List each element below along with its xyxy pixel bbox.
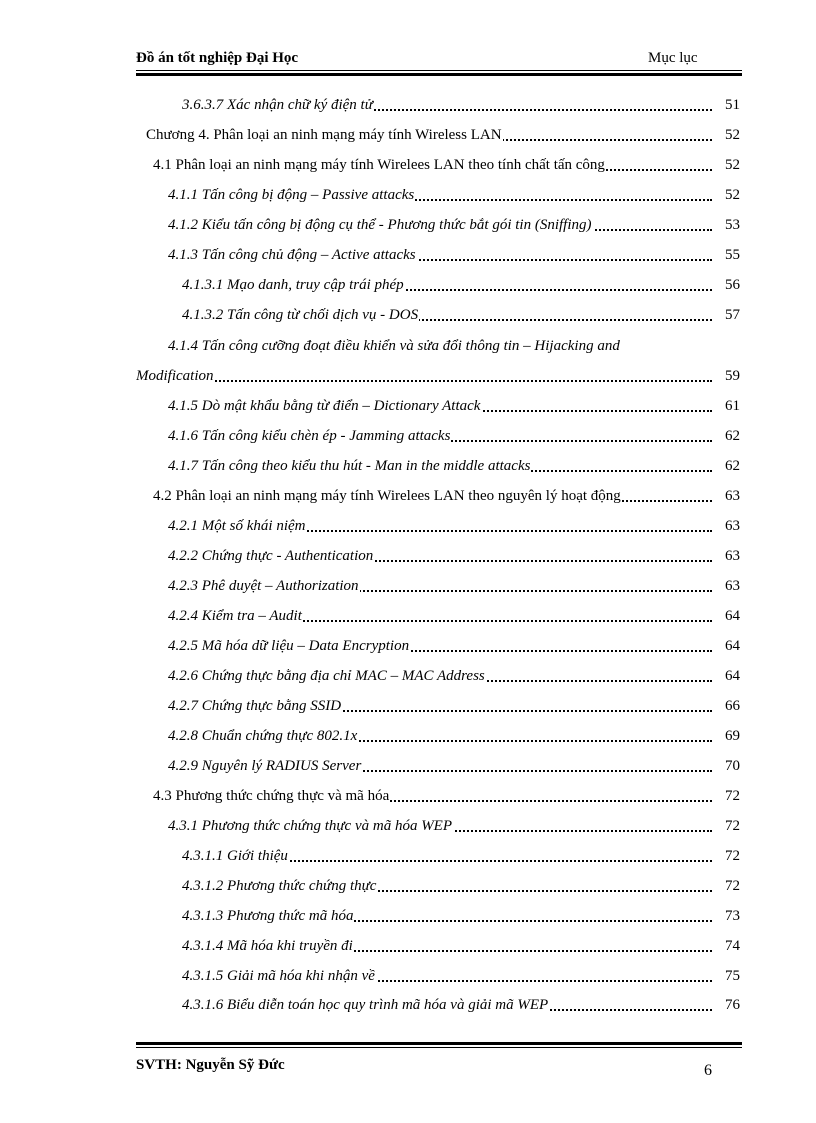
toc-entry-text: 4.2 Phân loại an ninh mạng máy tính Wirelees LAN theo nguyên lý hoạt động <box>153 488 621 504</box>
toc-entry[interactable] <box>0 244 816 270</box>
toc-entry-text: 4.1.3 Tấn công chủ động – Active attacks <box>168 247 416 263</box>
toc-entry[interactable] <box>0 935 816 961</box>
toc-entry-text: Modification <box>136 368 214 384</box>
toc-entry-text: 4.1 Phân loại an ninh mạng máy tính Wirelees LAN theo tính chất tấn công <box>153 157 605 173</box>
toc-entry[interactable] <box>0 965 816 991</box>
toc-entry-page: 72 <box>725 848 740 864</box>
toc-entry[interactable] <box>0 94 816 120</box>
toc-entry-text: 4.2.3 Phê duyệt – Authorization <box>168 578 359 594</box>
toc-entry-page: 70 <box>725 758 740 774</box>
toc-entry[interactable] <box>0 845 816 871</box>
toc-entry-page: 63 <box>725 548 740 564</box>
toc-entry-page: 76 <box>725 997 740 1013</box>
toc-entry-page: 75 <box>725 968 740 984</box>
toc-entry[interactable] <box>0 785 816 811</box>
toc-entry-text: 4.2.7 Chứng thực bằng SSID <box>168 698 342 714</box>
toc-entry-text: 4.1.3.1 Mạo danh, truy cập trái phép <box>182 277 404 293</box>
toc-entry[interactable] <box>0 695 816 721</box>
toc-entry[interactable] <box>0 124 816 150</box>
toc-entry-page: 64 <box>725 608 740 624</box>
toc-entry-page: 62 <box>725 428 740 444</box>
toc-entry[interactable] <box>0 755 816 781</box>
toc-entry-page: 63 <box>725 578 740 594</box>
footer-rule-thin <box>136 1047 742 1048</box>
toc-entry-text: 4.3.1.1 Giới thiệu <box>182 848 288 864</box>
toc-entry[interactable] <box>0 905 816 931</box>
toc-entry-page: 69 <box>725 728 740 744</box>
toc-entry-page: 52 <box>725 127 740 143</box>
toc-entry-text: 4.3.1.6 Biểu diễn toán học quy trình mã hóa và giải mã WEP <box>182 997 549 1013</box>
toc-entry-page: 53 <box>725 217 740 233</box>
section-name: Mục lục <box>648 50 698 66</box>
toc-entry-text: Chương 4. Phân loại an ninh mạng máy tính Wireless LAN <box>146 127 502 143</box>
toc-entry-text: 4.2.1 Một số khái niệm <box>168 518 306 534</box>
toc-entry-text: 4.1.5 Dò mật khẩu bằng từ điển – Dictionary Attack <box>168 398 481 414</box>
toc-entry-page: 64 <box>725 668 740 684</box>
toc-entry[interactable] <box>0 515 816 541</box>
toc-entry-page: 52 <box>725 157 740 173</box>
toc-entry[interactable] <box>0 575 816 601</box>
toc-entry-page: 72 <box>725 818 740 834</box>
toc-entry[interactable] <box>0 154 816 180</box>
toc-entry-text: 4.2.8 Chuẩn chứng thực 802.1x <box>168 728 358 744</box>
toc-entry[interactable] <box>0 395 816 421</box>
toc-entry-page: 63 <box>725 488 740 504</box>
toc-entry-text: 4.3.1.5 Giải mã hóa khi nhận về <box>182 968 375 984</box>
toc-entry[interactable] <box>0 304 816 330</box>
toc-entry[interactable] <box>0 994 816 1020</box>
toc-entry-page: 57 <box>725 307 740 323</box>
toc-entry-text: 4.1.7 Tấn công theo kiểu thu hút - Man in the middle attacks <box>168 458 531 474</box>
toc-entry[interactable] <box>0 815 816 841</box>
page-number: 6 <box>704 1062 712 1079</box>
toc-entry[interactable] <box>0 665 816 691</box>
toc-entry-page: 55 <box>725 247 740 263</box>
toc-entry-text: 4.2.5 Mã hóa dữ liệu – Data Encryption <box>168 638 410 654</box>
toc-entry-text: 4.3.1.2 Phương thức chứng thực <box>182 878 377 894</box>
toc-entry-text: 4.1.2 Kiểu tấn công bị động cụ thể - Phương thức bắt gói tin (Sniffing) <box>168 217 592 233</box>
document-title: Đồ án tốt nghiệp Đại Học <box>136 50 299 66</box>
toc-entry-page: 64 <box>725 638 740 654</box>
toc-entry-page: 61 <box>725 398 740 414</box>
toc-entry-text: 4.1.6 Tấn công kiểu chèn ép - Jamming attacks <box>168 428 451 444</box>
toc-entry-page: 66 <box>725 698 740 714</box>
toc-entry-text: 4.3.1.3 Phương thức mã hóa <box>182 908 354 924</box>
toc-entry-text: 4.1.1 Tấn công bị động – Passive attacks <box>168 187 415 203</box>
toc-entry[interactable] <box>0 725 816 751</box>
toc-entry-page: 59 <box>725 368 740 384</box>
toc-entry[interactable] <box>0 274 816 300</box>
toc-entry-text: 3.6.3.7 Xác nhận chữ ký điện tử <box>182 97 373 113</box>
toc-entry[interactable] <box>0 485 816 511</box>
footer-rule-thick <box>136 1042 742 1045</box>
toc-entry-page: 62 <box>725 458 740 474</box>
toc-entry-4-1-4-heading: 4.1.4 Tấn công cưỡng đoạt điều khiển và sửa đổi thông tin – Hijacking and <box>168 338 620 354</box>
toc-entry-page: 51 <box>725 97 740 113</box>
toc-entry[interactable] <box>0 545 816 571</box>
toc-entry[interactable] <box>0 875 816 901</box>
toc-entry-page: 72 <box>725 788 740 804</box>
toc-entry-page: 52 <box>725 187 740 203</box>
toc-entry-page: 63 <box>725 518 740 534</box>
toc-entry[interactable] <box>0 635 816 661</box>
toc-entry-text: 4.3.1.4 Mã hóa khi truyền đi <box>182 938 353 954</box>
toc-entry[interactable] <box>0 455 816 481</box>
toc-entry[interactable] <box>0 214 816 240</box>
toc-entry-page: 74 <box>725 938 740 954</box>
toc-entry-text: 4.2.2 Chứng thực - Authentication <box>168 548 374 564</box>
toc-entry-text: 4.2.4 Kiểm tra – Audit <box>168 608 302 624</box>
footer-author: SVTH: Nguyễn Sỹ Đức <box>136 1057 285 1073</box>
toc-entry-text: 4.3.1 Phương thức chứng thực và mã hóa WEP <box>168 818 453 834</box>
toc-entry-text: 4.2.6 Chứng thực bằng địa chỉ MAC – MAC Address <box>168 668 485 684</box>
toc-entry-page: 73 <box>725 908 740 924</box>
toc-entry[interactable] <box>0 365 816 391</box>
toc-entry[interactable] <box>0 184 816 210</box>
toc-leader-dots <box>136 380 712 382</box>
toc-entry-text: 4.1.3.2 Tấn công từ chối dịch vụ - DOS <box>182 307 419 323</box>
toc-entry-page: 72 <box>725 878 740 894</box>
toc-entry-text: 4.2.9 Nguyên lý RADIUS Server <box>168 758 362 774</box>
toc-entry[interactable] <box>0 425 816 451</box>
toc-entry[interactable] <box>0 605 816 631</box>
toc-entry-text: 4.3 Phương thức chứng thực và mã hóa <box>153 788 390 804</box>
toc-entry-page: 56 <box>725 277 740 293</box>
